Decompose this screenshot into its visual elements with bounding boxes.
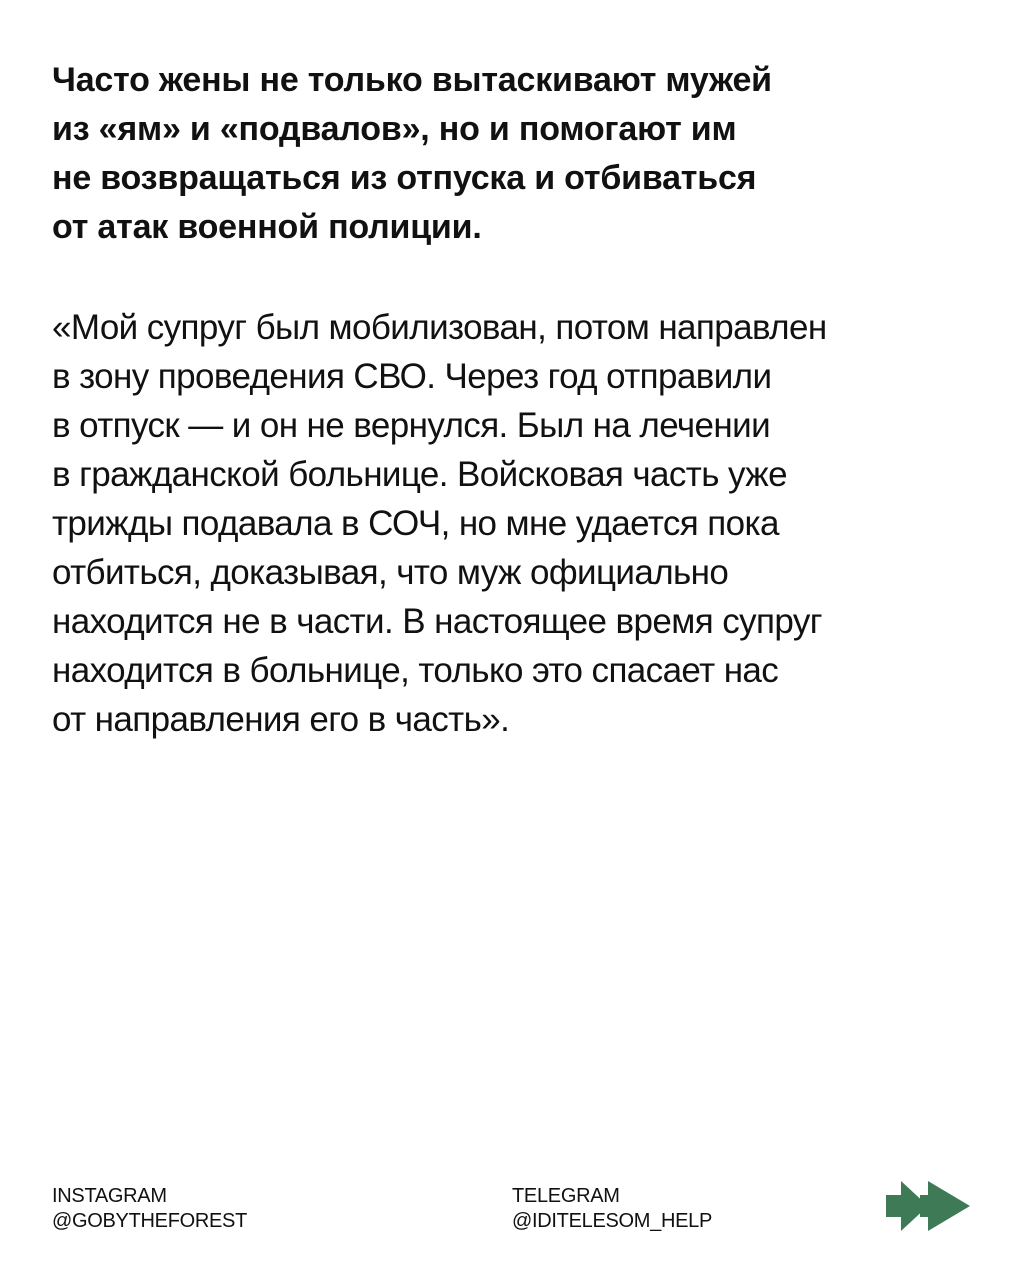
- quote-line: находится в больнице, только это спасает нас: [52, 651, 779, 690]
- instagram-handle[interactable]: @GOBYTHEFOREST: [52, 1210, 248, 1232]
- telegram-label: TELEGRAM: [512, 1185, 620, 1207]
- lead-line: Часто жены не только вытаскивают мужей: [52, 61, 772, 99]
- quote-line: трижды подавала в СОЧ, но мне удается пока: [52, 504, 779, 543]
- instagram-label: INSTAGRAM: [52, 1185, 167, 1207]
- arrow-front-shape: [920, 1181, 970, 1231]
- quote-line: находится не в части. В настоящее время супруг: [52, 602, 822, 641]
- lead-paragraph: [52, 56, 952, 252]
- telegram-handle[interactable]: @IDITELESOM_HELP: [512, 1210, 713, 1232]
- telegram-credit: [512, 1184, 712, 1234]
- lead-line: от атак военной полиции.: [52, 208, 482, 246]
- quote-line: от направления его в часть».: [52, 700, 510, 739]
- quote-line: в гражданской больнице. Войсковая часть уже: [52, 455, 787, 494]
- lead-line: не возвращаться из отпуска и отбиваться: [52, 159, 757, 197]
- double-arrow-right-icon[interactable]: [884, 1178, 972, 1234]
- instagram-credit: [52, 1184, 247, 1234]
- quote-line: в отпуск — и он не вернулся. Был на лечении: [52, 406, 771, 445]
- quote-line: отбиться, доказывая, что муж официально: [52, 553, 729, 592]
- quote-line: в зону проведения СВО. Через год отправили: [52, 357, 772, 396]
- quote-line: «Мой супруг был мобилизован, потом направлен: [52, 308, 827, 347]
- lead-line: из «ям» и «подвалов», но и помогают им: [52, 110, 737, 148]
- quote-paragraph: [52, 303, 972, 744]
